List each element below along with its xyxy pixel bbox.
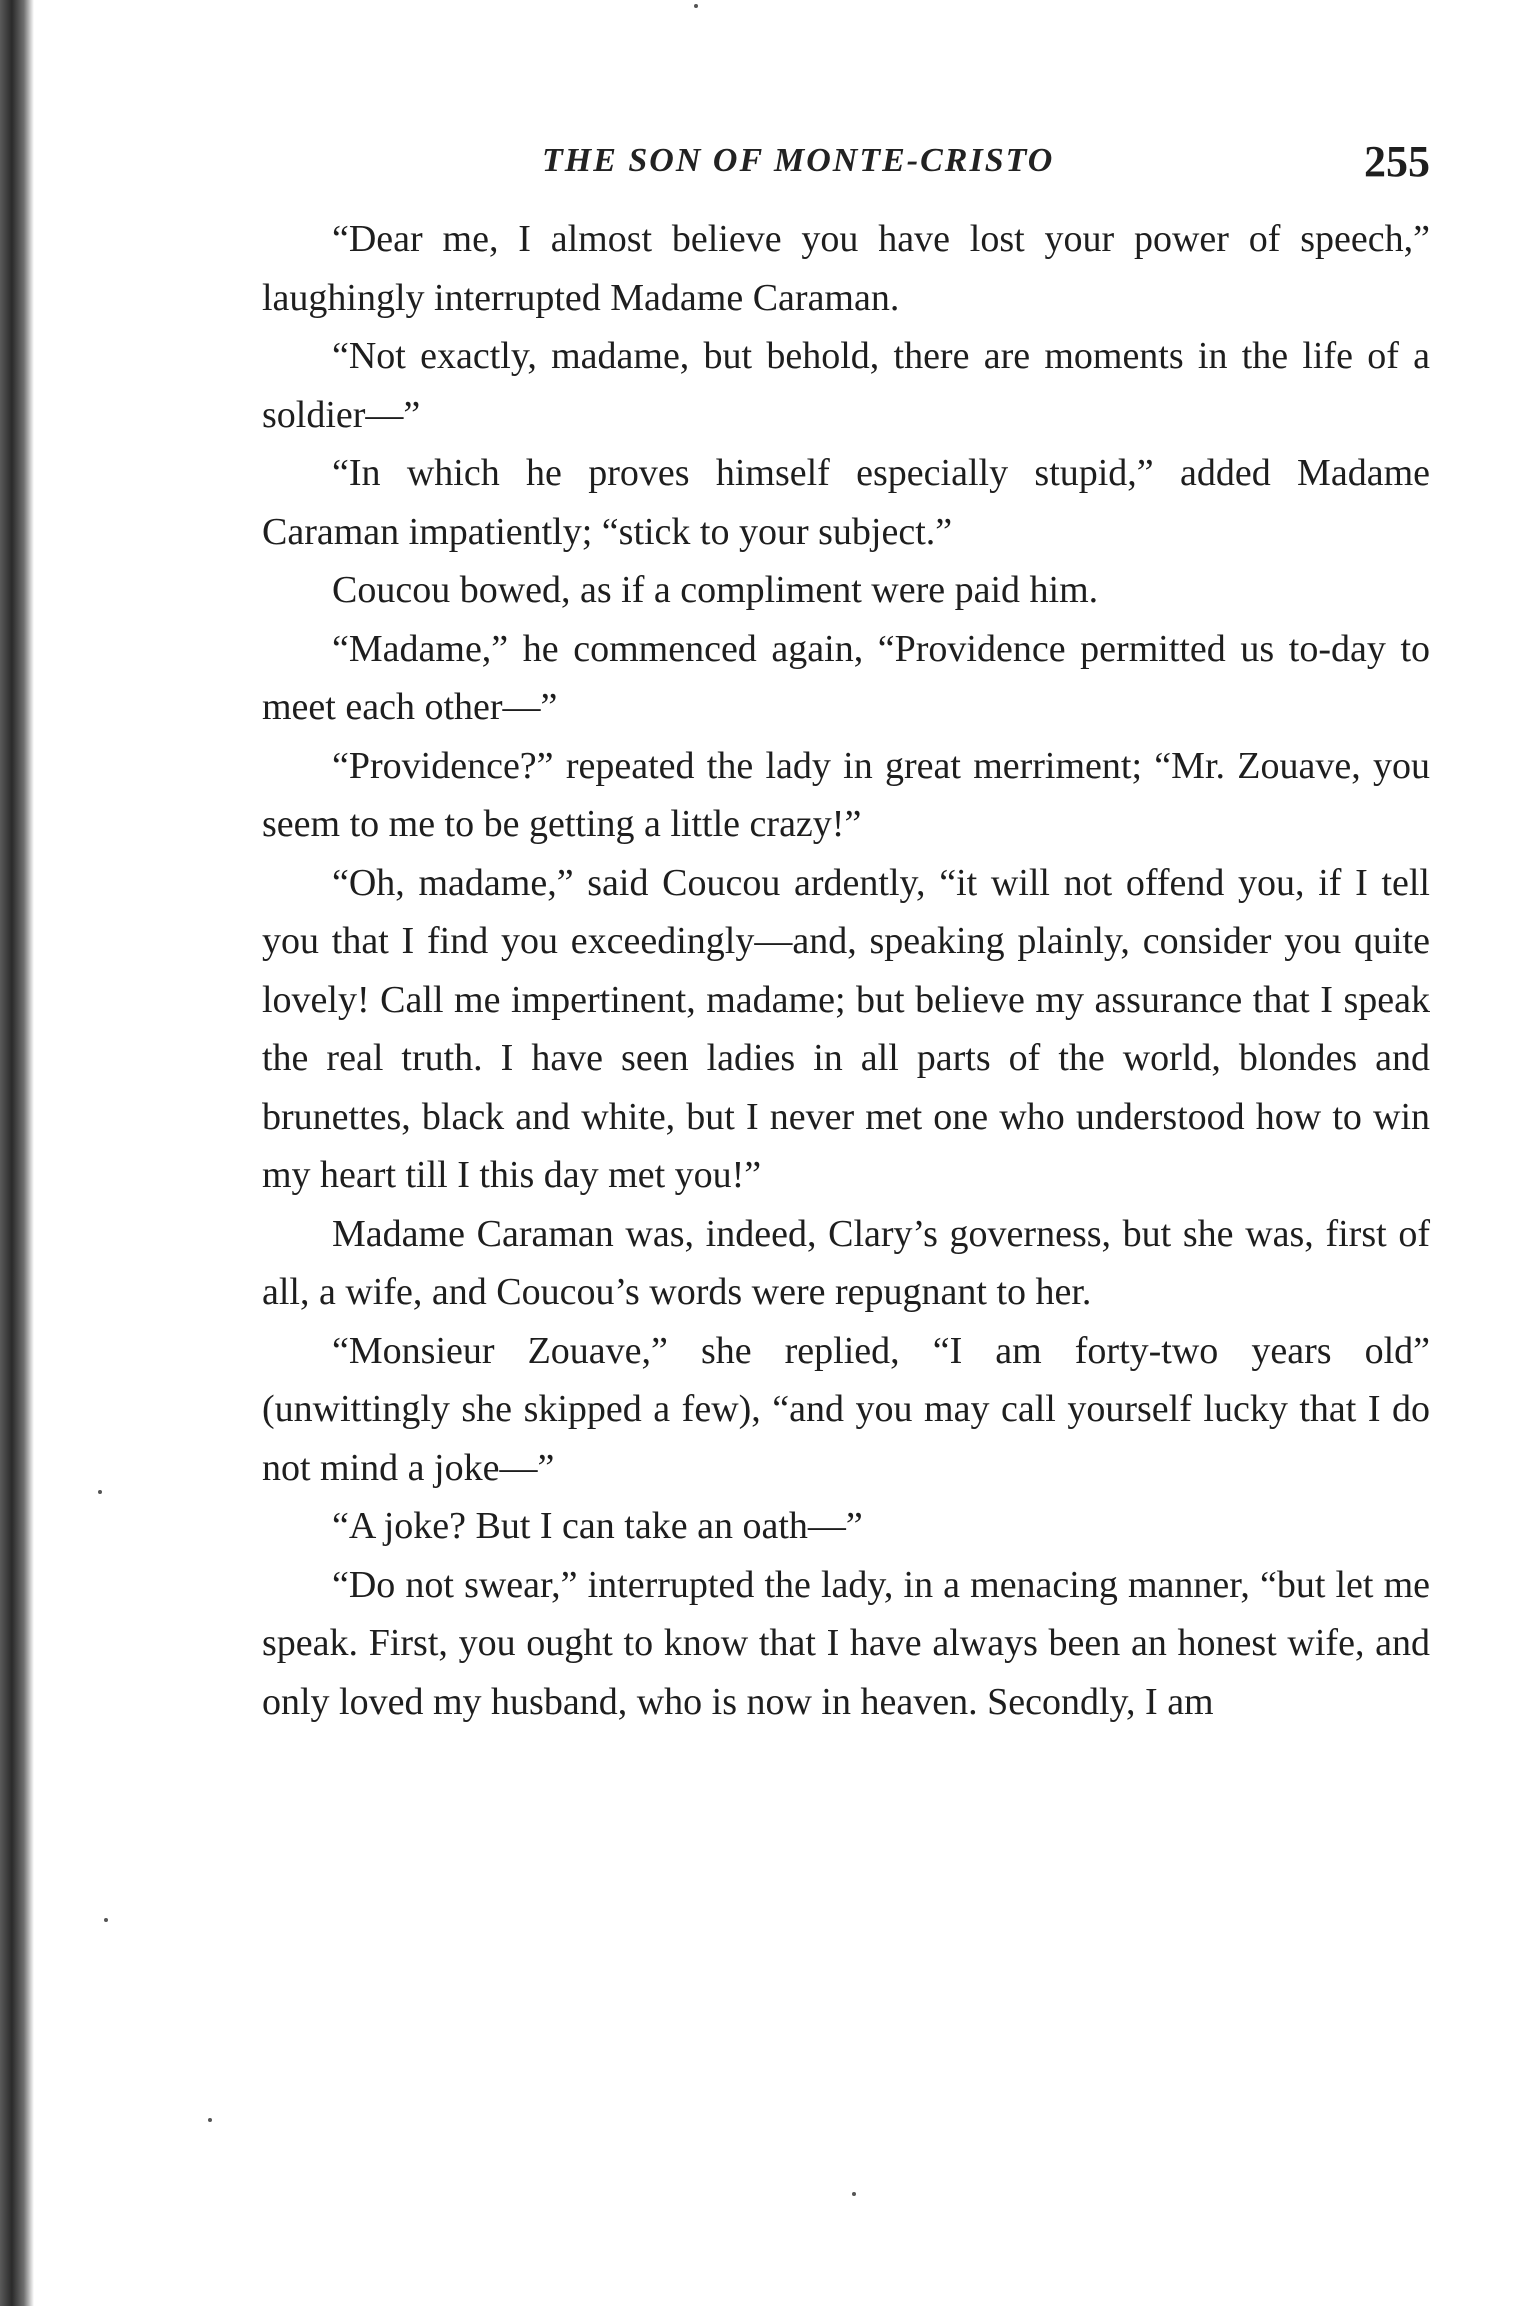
paragraph-8: Madame Caraman was, indeed, Clary’s governess, but she was, first of all, a wife, and Coucou’s words were repugnant to her. bbox=[262, 1212, 1430, 1313]
book-binding-shadow bbox=[0, 0, 34, 2306]
print-speck bbox=[694, 4, 698, 8]
page-number: 255 bbox=[1364, 137, 1430, 186]
print-speck bbox=[98, 1490, 102, 1494]
paragraph-6: “Providence?” repeated the lady in great merriment; “Mr. Zouave, you seem to me to be getting a little crazy!” bbox=[262, 744, 1430, 845]
paragraph-10: “A joke? But I can take an oath—” bbox=[332, 1505, 863, 1547]
paragraph-1: “Dear me, I almost believe you have lost your power of speech,” laughingly interrupted Madame Caraman. bbox=[262, 218, 1430, 319]
print-speck bbox=[852, 2192, 856, 2196]
paragraph-4: Coucou bowed, as if a compliment were paid him. bbox=[332, 569, 1099, 611]
paragraph-5: “Madame,” he commenced again, “Providence permitted us to-day to meet each other—” bbox=[262, 627, 1430, 728]
paragraph-7: “Oh, madame,” said Coucou ardently, “it will not offend you, if I tell you that I find you exceedingly—and, speaking plainly, consider you quite lovely! Call me impertinent, madame; but believe my assurance that I speak the real truth. I have seen ladies in all parts of the world, blondes and brunettes, black and white, but I never met one who understood how to win my heart till I this day met you!” bbox=[262, 861, 1430, 1196]
print-speck bbox=[104, 1918, 108, 1922]
paragraph-9: “Monsieur Zouave,” she replied, “I am forty-two years old” (unwittingly she skipped a few), “and you may call yourself lucky that I do not mind a joke—” bbox=[262, 1329, 1430, 1489]
running-head bbox=[262, 130, 1430, 210]
print-speck bbox=[208, 2118, 212, 2122]
book-page bbox=[262, 130, 1430, 1731]
paragraph-11: “Do not swear,” interrupted the lady, in a menacing manner, “but let me speak. First, you ought to know that I have always been an honest wife, and only loved my husband, who is now in heaven. Secondly, I am bbox=[262, 1563, 1430, 1723]
paragraph-2: “Not exactly, madame, but behold, there are moments in the life of a soldier—” bbox=[262, 335, 1430, 436]
paragraph-3: “In which he proves himself especially stupid,” added Madame Caraman impatiently; “stick to your subject.” bbox=[262, 452, 1430, 553]
body-text bbox=[262, 210, 1430, 1731]
running-title: THE SON OF MONTE-CRISTO bbox=[542, 142, 1055, 179]
